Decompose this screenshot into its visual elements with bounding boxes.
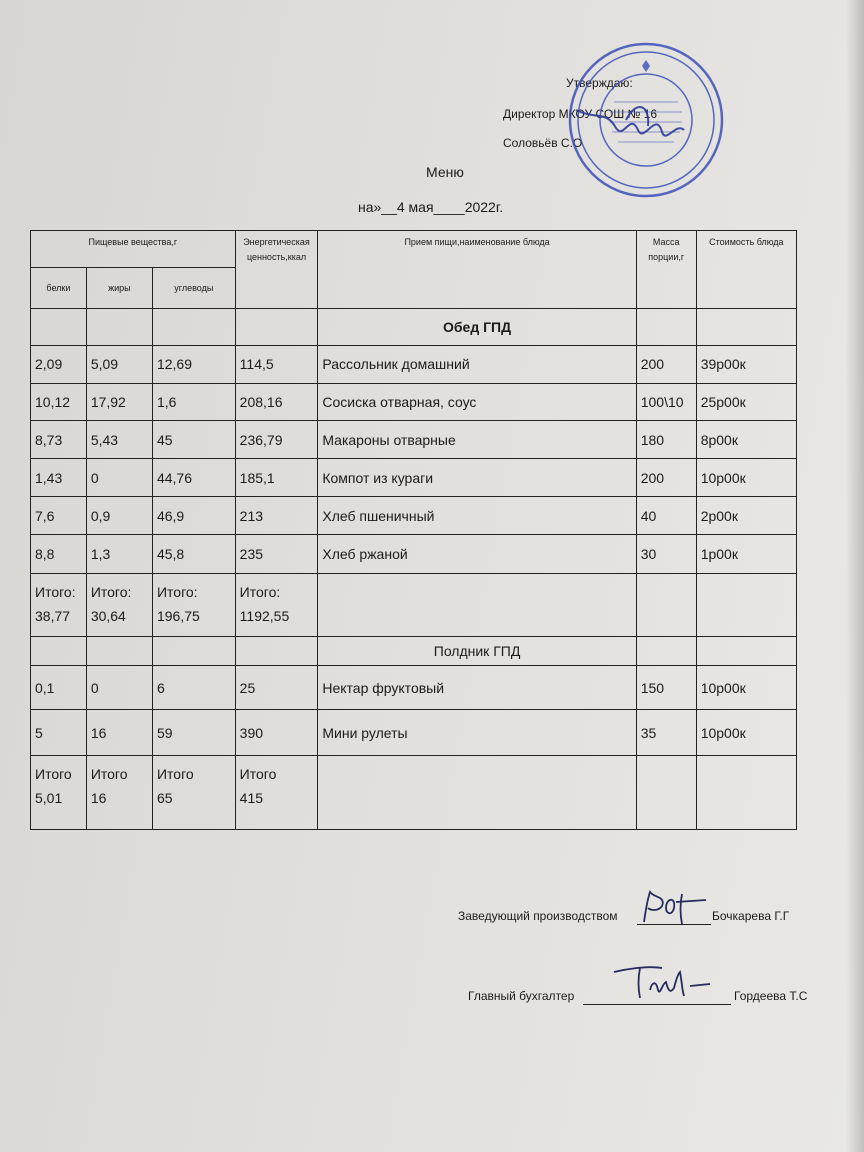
dish-name-cell: Нектар фруктовый xyxy=(318,666,636,710)
carbs-cell: 59 xyxy=(152,710,235,756)
total-fats-value: 30,64 xyxy=(90,607,126,624)
energy-cell: 208,16 xyxy=(235,383,318,421)
total-label: Итого: xyxy=(90,583,132,600)
total-label: Итого xyxy=(35,766,72,783)
energy-cell: 236,79 xyxy=(235,421,318,459)
total-carbs-value: 65 xyxy=(156,790,173,807)
section-row xyxy=(31,308,797,345)
accountant-signature xyxy=(610,960,730,1004)
fats-cell: 17,92 xyxy=(86,383,152,421)
energy-cell: 185,1 xyxy=(235,459,318,497)
total-label: Итого xyxy=(90,766,128,783)
carbs-cell: 45 xyxy=(152,421,235,459)
production-signature xyxy=(636,888,712,928)
accountant-signature-line xyxy=(583,1004,731,1005)
total-carbs-cell xyxy=(152,573,235,636)
total-fats-cell xyxy=(86,756,152,830)
fats-cell: 0 xyxy=(86,459,152,497)
carbs-cell: 46,9 xyxy=(152,497,235,535)
table-row xyxy=(31,345,797,383)
energy-cell: 213 xyxy=(235,497,318,535)
fats-cell: 5,43 xyxy=(86,421,152,459)
dish-name-cell: Хлеб ржаной xyxy=(318,535,636,574)
proteins-cell: 10,12 xyxy=(31,383,87,421)
menu-table xyxy=(30,230,797,830)
proteins-cell: 2,09 xyxy=(31,345,87,383)
cost-cell: 2р00к xyxy=(696,497,796,535)
proteins-cell: 8,73 xyxy=(31,421,87,459)
total-proteins-value: 38,77 xyxy=(35,607,71,624)
mass-cell: 200 xyxy=(636,345,696,383)
director-title: Директор МКОУ СОШ № 16 xyxy=(503,107,658,121)
total-proteins-cell xyxy=(31,756,87,830)
header-cost: Стоимость блюда xyxy=(696,231,796,309)
page-edge-shadow xyxy=(846,0,864,1152)
mass-cell: 30 xyxy=(636,535,696,574)
section-row xyxy=(31,637,797,666)
header-energy: Энергетическая ценность,ккал xyxy=(235,231,318,309)
document-title: Меню xyxy=(426,164,464,180)
total-label: Итого xyxy=(156,766,194,783)
energy-cell: 235 xyxy=(235,535,318,574)
mass-cell: 35 xyxy=(636,710,696,756)
production-manager-title: Заведующий производством xyxy=(458,909,618,923)
total-label: Итого: xyxy=(156,583,198,600)
menu-date: на»__4 мая____2022г. xyxy=(358,199,504,215)
carbs-cell: 44,76 xyxy=(152,459,235,497)
fats-cell: 5,09 xyxy=(86,345,152,383)
header-proteins: белки xyxy=(31,267,87,308)
proteins-cell: 8,8 xyxy=(31,535,87,574)
chief-accountant-title: Главный бухгалтер xyxy=(468,989,575,1003)
energy-cell: 25 xyxy=(235,666,318,710)
director-name: Соловьёв С.О xyxy=(503,136,583,150)
total-energy-cell xyxy=(235,573,318,636)
cost-cell: 10р00к xyxy=(696,666,796,710)
total-label: Итого: xyxy=(239,583,281,600)
carbs-cell: 45,8 xyxy=(152,535,235,574)
carbs-cell: 1,6 xyxy=(152,383,235,421)
cost-cell: 39р00к xyxy=(696,345,796,383)
table-row xyxy=(31,421,797,459)
carbs-cell: 6 xyxy=(152,666,235,710)
section-title-lunch: Обед ГПД xyxy=(318,308,636,345)
proteins-cell: 7,6 xyxy=(31,497,87,535)
dish-name-cell: Сосиска отварная, соус xyxy=(318,383,636,421)
fats-cell: 1,3 xyxy=(86,535,152,574)
fats-cell: 16 xyxy=(86,710,152,756)
proteins-cell: 1,43 xyxy=(31,459,87,497)
fats-cell: 0 xyxy=(86,666,152,710)
table-row xyxy=(31,497,797,535)
mass-cell: 100\10 xyxy=(636,383,696,421)
total-carbs-cell xyxy=(152,756,235,830)
total-label: Итого: xyxy=(35,583,76,600)
dish-name-cell: Хлеб пшеничный xyxy=(318,497,636,535)
section-title-snack: Полдник ГПД xyxy=(318,637,636,666)
cost-cell: 10р00к xyxy=(696,459,796,497)
total-proteins-value: 5,01 xyxy=(35,790,63,807)
cost-cell: 8р00к xyxy=(696,421,796,459)
approval-label: Утверждаю: xyxy=(566,76,633,90)
total-fats-value: 16 xyxy=(90,790,107,807)
total-label: Итого xyxy=(239,766,277,783)
header-fats: жиры xyxy=(86,267,152,308)
table-row xyxy=(31,535,797,574)
total-energy-value: 1192,55 xyxy=(239,607,290,624)
chief-accountant-name: Гордеева Т.С xyxy=(734,989,808,1003)
dish-name-cell: Макароны отварные xyxy=(318,421,636,459)
fats-cell: 0,9 xyxy=(86,497,152,535)
header-nutrients: Пищевые вещества,г xyxy=(31,231,236,268)
cost-cell: 1р00к xyxy=(696,535,796,574)
mass-cell: 200 xyxy=(636,459,696,497)
cost-cell: 10р00к xyxy=(696,710,796,756)
header-carbs: углеводы xyxy=(152,267,235,308)
table-row xyxy=(31,383,797,421)
total-fats-cell xyxy=(86,573,152,636)
production-manager-name: Бочкарева Г.Г xyxy=(712,909,790,923)
dish-name-cell: Мини рулеты xyxy=(318,710,636,756)
total-row xyxy=(31,756,797,830)
energy-cell: 390 xyxy=(235,710,318,756)
table-row xyxy=(31,666,797,710)
total-row xyxy=(31,573,797,636)
mass-cell: 180 xyxy=(636,421,696,459)
total-energy-cell xyxy=(235,756,318,830)
table-row xyxy=(31,459,797,497)
total-carbs-value: 196,75 xyxy=(156,607,200,624)
header-meal: Прием пищи,наименование блюда xyxy=(318,231,636,309)
total-energy-value: 415 xyxy=(239,790,264,807)
total-proteins-cell xyxy=(31,573,87,636)
carbs-cell: 12,69 xyxy=(152,345,235,383)
mass-cell: 40 xyxy=(636,497,696,535)
proteins-cell: 5 xyxy=(31,710,87,756)
cost-cell: 25р00к xyxy=(696,383,796,421)
energy-cell: 114,5 xyxy=(235,345,318,383)
proteins-cell: 0,1 xyxy=(31,666,87,710)
dish-name-cell: Компот из кураги xyxy=(318,459,636,497)
official-stamp xyxy=(566,40,726,200)
mass-cell: 150 xyxy=(636,666,696,710)
dish-name-cell: Рассольник домашний xyxy=(318,345,636,383)
table-row xyxy=(31,710,797,756)
header-mass: Масса порции,г xyxy=(636,231,696,309)
